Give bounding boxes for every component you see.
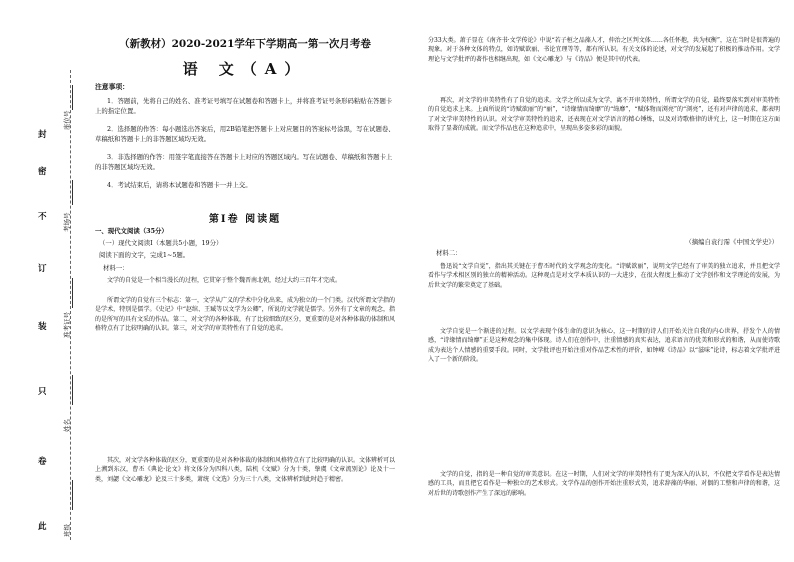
exam-title: （新教材）2020-2021学年下学期高一第一次月考卷 xyxy=(119,38,371,50)
binding-margin xyxy=(0,0,95,562)
paragraph: 分33大类。萧子显在《南齐书·文学传论》中说“若子桓之品藻人才，仲治之区判文体……各任怀抱，共为权衡”，这在当时是很普遍的现象。对于各种文体的特点，如诗赋欲丽、书论宜理等等，都有所认识。有关文体的论述，对文学的发展起了积极的推动作用。文学理论与文学批评的著作也相继出现，如《文心雕龙》与《诗品》便是其中的代表。 xyxy=(428,37,780,63)
subpart-heading: （一）现代文阅读Ⅰ（本题共5小题，19分） xyxy=(99,239,223,247)
instruction: 阅读下面的文字，完成1~5题。 xyxy=(99,251,190,259)
field-seat-line[interactable] xyxy=(72,85,73,110)
field-class-label: 班级 xyxy=(63,524,71,537)
paragraph: 文学的自觉是一个相当漫长的过程，它贯穿于整个魏晋南北朝，经过大约三百年才完成。 xyxy=(107,277,342,284)
material-label: 材料一： xyxy=(103,264,129,272)
paragraph: 文学自觉是一个渐进的过程。以文学表现个体生命的意识为核心，这一时期的诗人们开始关注自我的内心世界，抒发个人的情感，“诗缘情而绮靡”正是这种观念的集中体现。诗人们在创作中，注重情感的真实表达，追求语言的优美和形式的和谐，从而使诗歌成为表达个人情感的重要手段。同时，文学批评也开始注重对作品艺术性的评价，如钟嵘《诗品》以“滋味”论诗，标志着文学批评进入了一个新的阶段。 xyxy=(428,328,780,364)
field-exam-number-label: 准考证号 xyxy=(63,312,71,338)
seal-dashed-line xyxy=(70,70,71,540)
seal-char: 密 xyxy=(38,167,47,177)
seal-char: 卷 xyxy=(38,457,47,467)
field-exam-number-line[interactable] xyxy=(72,278,73,308)
material-label: 材料二： xyxy=(436,249,462,257)
field-room-label: 考场号 xyxy=(63,212,71,232)
notes-heading: 注意事项： xyxy=(95,83,129,91)
note-item: 2．选择题的作答：每小题选出答案后，用2B铅笔把答题卡上对应题目的答案标号涂黑，写在试题卷、草稿纸和答题卡上的非答题区域均无效。 xyxy=(95,125,395,143)
citation: （摘编自袁行霈《中国文学史》） xyxy=(685,238,778,246)
paragraph: 再次，对文学的审美特性有了自觉的追求。文学之所以成为文学，离不开审美特性，所谓文学的自觉，最终要落实到对审美特性的自觉追求上来。上面所说的“诗赋欲丽”的“丽”，“诗缘情而绮靡”的“绮靡”，“赋体物而浏亮”的“浏亮”，还有对声律的追求，都表明了对文学审美特性的认识。对文学审美特性的追求，还表现在对文学语言的精心锤炼，以及对诗歌格律的讲究上，这一时期在这方面取得了显著的成就。而文学作品也在这种追求中，呈现出多姿多彩的面貌。 xyxy=(428,97,780,133)
note-item: 3．非选择题的作答：用签字笔直接答在答题卡上对应的答题区域内。写在试题卷、草稿纸和答题卡上的非答题区域均无效。 xyxy=(95,153,393,171)
paragraph: 所谓文学的自觉有三个标志：第一，文学从广义的学术中分化出来，成为独立的一个门类。汉代所谓文学指的是学术，特别是儒学。《史记》中“赵绾、王臧等以文学为公卿”，所说的文学就是儒学。另外有了文章的观念，指的是所写的具有文采的作品。第二，对文学的各种体裁，有了比较细致的区分，更重要的是对各种体裁的体制和风格特点有了比较明确的认识。第三，对文学的审美特性有了自觉的追求。 xyxy=(95,297,396,333)
note-item: 1．答题前，先将自己的姓名、准考证号填写在试题卷和答题卡上，并将准考证号条形码粘贴在答题卡上的指定位置。 xyxy=(95,97,393,115)
paragraph: 鲁迅说“文学自觉”，指出其关键在于曹丕时代的文学观念的变化。“诗赋欲丽”，说明文学已经有了审美的独立追求，并且把文学看作与学术相区别的独立的精神活动。这种观点是对文学本质认识的一大进步，在很大程度上推动了文学创作和文学理论的发展，为后世文学的繁荣奠定了基础。 xyxy=(428,263,780,289)
paragraph: 文学的自觉，指的是一种自觉的审美意识。在这一时期，人们对文学的审美特性有了更为深入的认识，不仅把文学看作是表达情感的工具，而且把它看作是一种独立的艺术形式。文学作品的创作开始注重形式美，追求辞藻的华丽、对偶的工整和声律的和谐，这对后世的诗歌创作产生了深远的影响。 xyxy=(428,471,780,497)
paragraph: 其次，对文学各种体裁的区分，更重要的是对各种体裁的体制和风格特点有了比较明确的认识。文体辨析可以上溯到东汉，曹丕《典论·论文》将文体分为四科八类，陆机《文赋》分为十类，挚虞《文章流别论》论及十一类，刘勰《文心雕龙》论及三十多类，萧统《文选》分为三十八类，文体辨析到此时趋于精密。 xyxy=(95,457,396,483)
field-seat-label: 座位号 xyxy=(63,110,71,130)
field-room-line[interactable] xyxy=(72,180,73,205)
part-heading: 一、现代文阅读（35分） xyxy=(95,227,168,235)
subject-title: 语 文（A） xyxy=(182,60,308,78)
seal-char: 装 xyxy=(38,322,47,332)
seal-char: 此 xyxy=(38,522,47,532)
note-item: 4．考试结束后，请将本试题卷和答题卡一并上交。 xyxy=(107,181,252,189)
seal-char: 封 xyxy=(38,130,47,140)
field-name-line[interactable] xyxy=(72,375,73,405)
seal-char: 不 xyxy=(38,212,47,222)
field-name-label: 姓名 xyxy=(63,419,71,432)
seal-char: 只 xyxy=(38,387,47,397)
field-class-line[interactable] xyxy=(72,480,73,510)
section-title: 第Ⅰ卷 阅读题 xyxy=(208,214,282,225)
seal-char: 订 xyxy=(38,264,47,274)
